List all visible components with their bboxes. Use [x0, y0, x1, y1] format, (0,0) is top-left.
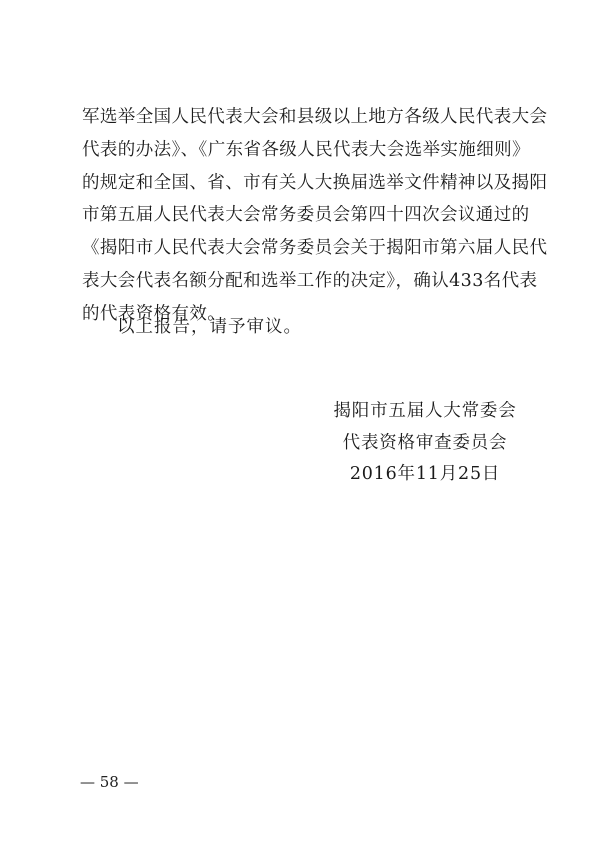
body-line-6: 表大会代表名额分配和选举工作的决定》，确认433名代表	[82, 270, 538, 291]
body-line-1: 军选举全国人民代表大会和县级以上地方各级人民代表大会	[82, 107, 548, 127]
signature-date: 2016年11月25日	[349, 464, 501, 484]
closing-statement: 以上报告，请予审议。	[117, 317, 302, 337]
body-line-7: 的代表资格有效。	[82, 303, 226, 324]
body-line-5: 《揭阳市人民代表大会常务委员会关于揭阳市第六届人民代	[82, 238, 548, 259]
report-body	[82, 101, 548, 331]
body-line-2: 代表的办法》、《广东省各级人民代表大会选举实施细则》	[82, 139, 530, 160]
body-line-3: 的规定和全国、省、市有关人大换届选举文件精神以及揭阳	[82, 172, 548, 193]
signature-org-secondary: 代表资格审查委员会	[342, 432, 508, 453]
body-line-4: 市第五届人民代表大会常务委员会第四十四次会议通过的	[82, 205, 530, 226]
page-number: — 58 —	[80, 773, 139, 791]
signature-block	[300, 396, 550, 491]
signature-org-primary: 揭阳市五届人大常委会	[333, 401, 517, 421]
